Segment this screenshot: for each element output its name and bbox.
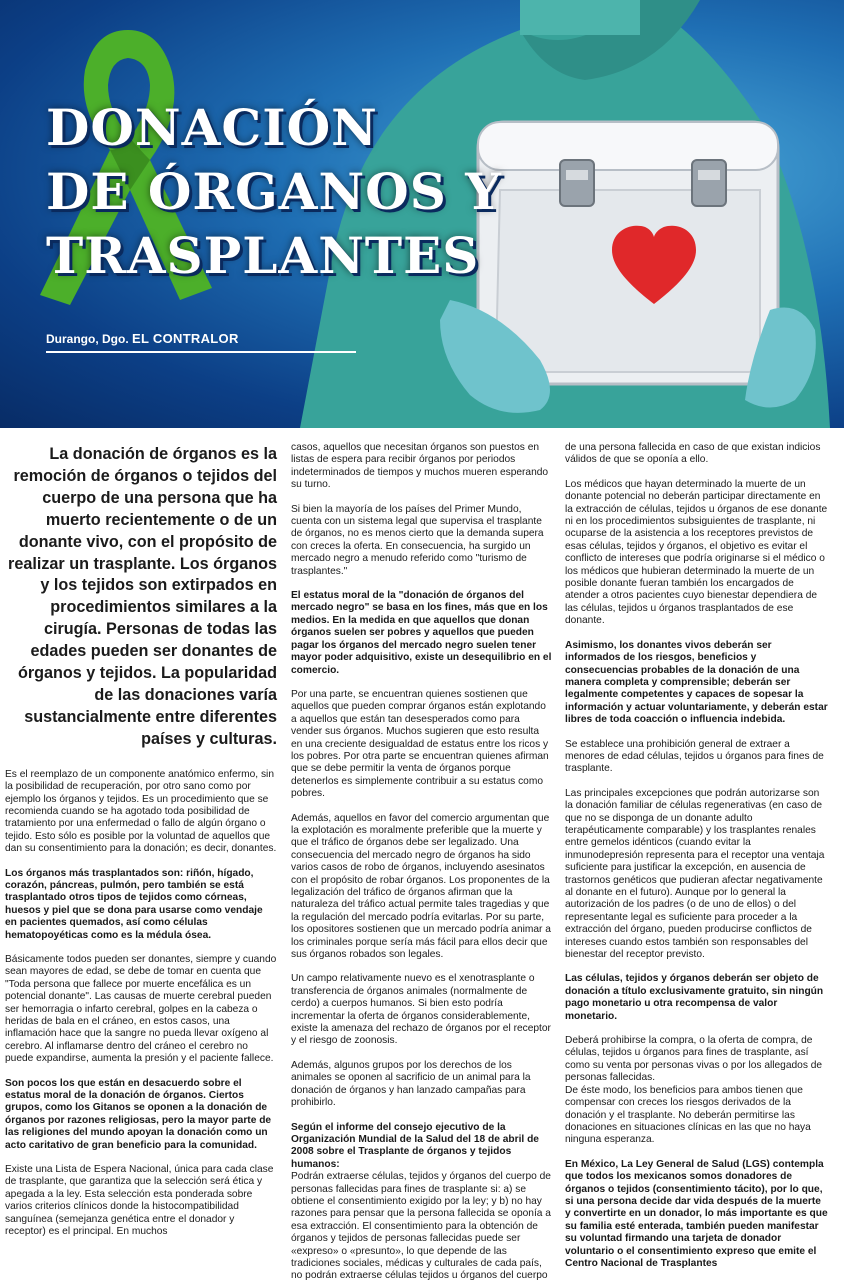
paragraph: casos, aquellos que necesitan órganos son puestos en listas de espera para recibir órganos por periodos indeterminados de tiempos y muchos mueren esperando su turno. [291,442,549,491]
paragraph-bold: Los órganos más trasplantados son: riñón, hígado, corazón, páncreas, pulmón, pero también se está trasplantado otros tipos de tejidos como córneas, huesos y piel que se dona para usarse como vendaje en pacientes quemados, así como células hematopoyéticas como es la médula ósea. [5,867,263,941]
paragraph: Además, algunos grupos por los derechos de los animales se oponen al sacrificio de un animal para la donación de órganos y han lanzado campañas para prohibirlo. [291,1059,531,1109]
hero-banner [0,0,844,428]
paragraph: Por una parte, se encuentran quienes sostienen que aquellos que pueden comprar órganos están explotando a aquellos que están tan desesperados como para vender sus órganos. Muchos sugieren que esto resulta en una creciente desigualdad de estatus entre los ricos y los pobres. Por otra parte se encuentran quienes afirman que se debe permitir la venta de órganos porque detenerlos es simplemente contribuir a su estatus como pobres. [291,688,549,800]
byline-org: EL CONTRALOR [132,331,239,346]
paragraph: Deberá prohibirse la compra, o la oferta de compra, de células, tejidos u órganos para fines de trasplante, así como su venta por personas vivas o por los allegados de personas fallecidas. [565,1035,823,1084]
paragraph: Existe una Lista de Espera Nacional, única para cada clase de trasplante, que garantiza que la selección será ética y apegada a la ley. Esta selección esta ponderada sobre varios criterios clínicos donde la histocompatibilidad sanguínea (semejanza genética entre el donador y receptor) es el principal. En muchos [5,1164,274,1238]
title-line: TRASPLANTES [46,226,480,285]
paragraph: Si bien la mayoría de los países del Primer Mundo, cuenta con un sistema legal que supervisa el trasplante de órganos, no es menos cierto que la demanda supera con creces la oferta. En consecuencia, ha surgido un mercado negro a menudo referido como "turismo de trasplantes." [291,503,544,577]
paragraph: De éste modo, los beneficios para ambos tienen que compensar con creces los riesgos derivados de la donación y el trasplante. No deberán permitirse las donaciones en situaciones clínicas en las que no haya ninguna esperanza. [565,1084,811,1146]
paragraph: Básicamente todos pueden ser donantes, siempre y cuando sean mayores de edad, se debe de tomar en cuenta que "Toda persona que fallece por muerte encefálica es un potencial donante". Las causas de muerte cerebral pueden ser hemorragia o infarto cerebral, golpes en la cabeza o heridas de bala en el cráneo, en estos casos, una inflamación hace que la sangre no pueda llevar oxígeno al cerebro. Al inflamarse dentro del cráneo el cerebro no puede expandirse, aumenta la presión y el paciente fallece. [5,953,277,1065]
article-column-2 [291,442,552,1283]
paragraph: Se establece una prohibición general de extraer a menores de edad células, tejidos u órganos para fines de trasplante. [565,738,824,775]
title-line: DE ÓRGANOS Y [46,162,502,221]
who-report-text: Podrán extraerse células, tejidos y órganos del cuerpo de personas fallecidas para fines de trasplante si: a) se obtiene el consentimiento exigido por la ley; y b) no hay razones para pensar que la persona fallecida se oponía a esa extracción. El consentimiento para la obtención de órganos y tejidos de personas fallecidas puede ser «expreso» o «presunto», lo que depende de las tradiciones sociales, médicas y culturales de cada país, no podrán extraerse células tejidos u órganos del cuerpo [291,1171,551,1282]
paragraph-bold: Las células, tejidos y órganos deberán ser objeto de donación a título exclusivamente gratuito, sin ningún pago monetario u otra recompensa de valor monetario. [565,973,824,1022]
paragraph-bold: El estatus moral de la "donación de órganos del mercado negro" se basa en los fines, más que en los medios. En la medida en que aquellos que donan órganos suelen ser pobres y aquellos que pueden pagar los órganos del mercado negro suelen tener mayor poder adquisitivo, existe un desequilibrio en el comercio. [291,590,552,676]
paragraph: de una persona fallecida en caso de que existan indicios válidos de que se oponía a ello. [565,442,821,466]
paragraph [291,1122,552,1283]
paragraph: Los médicos que hayan determinado la muerte de un donante potencial no deberán participar directamente en la extracción de células, tejidos u órganos de ese donante ni en los procedimientos subsiguientes de trasplante, ni ocuparse de la asistencia a los receptores previstos de esas células, tejidos y órganos, el objetivo es evitar el conflicto de intereses que podría originarse si el médico o los médicos que hubieran determinado la muerte de un posible donante fueran también los encargados de atender a otros pacientes cuyo bienestar dependiera de las células, tejidos u órganos trasplantados de ese donante. [565,478,828,627]
paragraph: Además, aquellos en favor del comercio argumentan que la explotación es moralmente preferible que la muerte y que el tráfico de órganos debe ser legalizado. Una consecuencia del mercado negro de órganos ha sido varios casos de robo de órganos, incluyendo asesinatos con el propósito de robar órganos. Los proponentes de la legalización del tráfico de órganos afirman que la naturaleza del tráfico actual permite tales tragedias y que la regulación del mercado podría evitarlas. Por su parte, los opositores sostienen que un mercado podría animar a los criminales porque sería más fácil para ellos decir que sus órganos robados son legales. [291,812,551,961]
paragraph-bold: Son pocos los que están en desacuerdo sobre el estatus moral de la donación de órganos. Ciertos grupos, como los Gitanos se oponen a la donación de órganos por razones religiosas, pero la mayor parte de las religiones del mundo apoyan la donación como un acto caritativo de gran beneficio para la comunidad. [5,1077,272,1151]
paragraph: Las principales excepciones que podrán autorizarse son la donación familiar de células regenerativas (en caso de que no se disponga de un donante adulto terapéuticamente comparable) y los trasplantes renales entre gemelos idénticos (cuando evitar la inmunodepresión representa para el receptor una ventaja suficiente para justificar la excepción, en ausencia de trastornos genéticos que pudieran afectar negativamente al donante en el futuro). Aunque por lo general la autorización de los padres (o de uno de ellos) o del representante legal es suficiente para proceder a la extracción del órgano, pueden producirse conflictos de intereses cuando estos también son responsables del bienestar del receptor previsto. [565,787,825,961]
byline [46,331,239,346]
surgeon-cap [520,0,640,35]
article-column-1 [5,444,277,1251]
page-title [46,96,502,288]
paragraph-bold: En México, La Ley General de Salud (LGS) contempla que todos los mexicanos somos donadores de órganos o tejidos (consentimiento tácito), por lo que, si una persona decide dar vida después de la muerte y convertirte en un donador, lo más importante es que su familia esté enterada, también pueden manifestar su voluntad firmando una tarjeta de donador voluntario o el consentimiento expreso que emite el Centro Nacional de Trasplantes [565,1158,828,1269]
latch-right [692,160,726,206]
article-column-3 [565,442,828,1282]
article-lead: La donación de órganos es la remoción de órganos o tejidos del cuerpo de una persona que ha muerto recientemente o de un donante vivo, con el propósito de realizar un trasplante. Los órganos y los tejidos son extirpados en procedimientos similares a la cirugía. Personas de todas las edades pueden ser donantes de órganos y tejidos. La popularidad de las donaciones varía sustancialmente entre diferentes países y culturas. [8,445,277,748]
byline-divider [46,351,356,353]
who-report-heading: Según el informe del consejo ejecutivo de la Organización Mundial de la Salud del 18 de abril de 2008 sobre el Trasplante de órganos y tejidos humanos: [291,1121,539,1170]
title-line: DONACIÓN [46,98,378,157]
byline-place: Durango, Dgo. [46,332,129,346]
paragraph-bold: Asimismo, los donantes vivos deberán ser informados de los riesgos, beneficios y consecuencias probables de la donación de una manera completa y comprensible; deberán ser legalmente competentes y capaces de sopesar la información y actuar voluntariamente, y deberán estar libres de toda coacción o influencia indebida. [565,639,828,726]
latch-left [560,160,594,206]
paragraph: Es el reemplazo de un componente anatómico enfermo, sin la posibilidad de recuperación, por otro sano como por ejemplo los órganos y tejidos. Es un procedimiento que se recomienda cuando se ha agotado toda posibilidad de tratamiento por una enfermedad o fallo de algún órgano o tejido. Esto sólo es posible por la voluntad de aquellos que dan su consentimiento para la donación; es decir, donantes. [5,768,277,855]
paragraph: Un campo relativamente nuevo es el xenotrasplante o transferencia de órganos animales (normalmente de cerdo) a cuerpos humanos. Si bien esto podría incrementar la oferta de órganos considerablemente, existe la amenaza del rechazo de órganos por el receptor y el riesgo de zoonosis. [291,973,551,1047]
